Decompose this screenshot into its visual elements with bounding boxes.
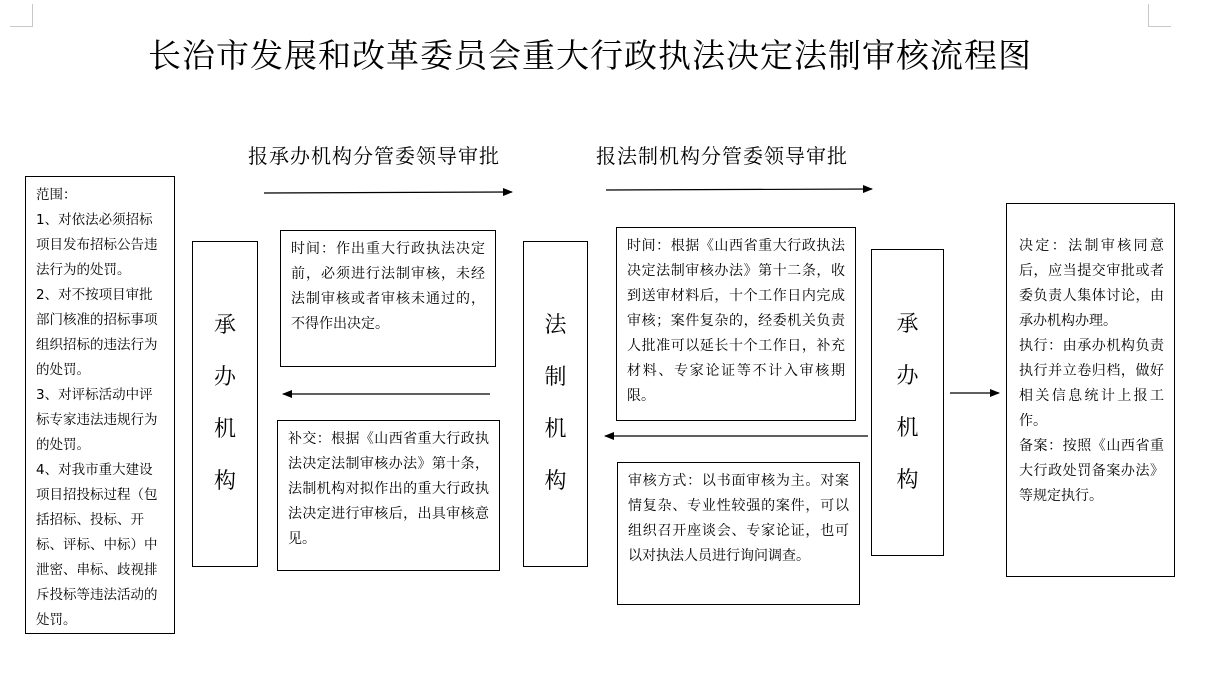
chengban-jigou-right — [871, 249, 944, 556]
arrow-to-chengban-approval — [264, 192, 512, 193]
char: 机 — [544, 417, 567, 442]
scope-item-2: 2、对不按项目审批部门核准的招标事项组织招标的违法行为的处罚。 — [36, 287, 158, 378]
execute-text: 执行：由承办机构负责执行并立卷归档，做好相关信息统计上报工作。 — [1019, 338, 1164, 429]
arrow-to-fazhi-approval — [606, 189, 872, 190]
label-chengban-approval: 报承办机构分管委领导审批 — [248, 144, 500, 168]
time-requirement-box: 时间：作出重大行政执法决定前，必须进行法制审核，未经法制审核或者审核未通过的，不得作出决定。 — [280, 230, 496, 367]
scope-item-3: 3、对评标活动中评标专家违法违规行为的处罚。 — [36, 387, 158, 453]
char: 承 — [896, 311, 919, 337]
scope-box — [25, 176, 175, 634]
scope-item-4: 4、对我市重大建设项目招投标过程（包括招标、投标、开标、评标、中标）中泄密、串标、歧视排斥投标等违法活动的处罚。 — [36, 462, 158, 628]
char: 办 — [896, 363, 919, 389]
char: 机 — [213, 417, 236, 442]
supplement-box: 补交：根据《山西省重大行政执法决定法制审核办法》第十条，法制机构对拟作出的重大行政执法决定进行审核后，出具审核意见。 — [277, 420, 500, 571]
decision-box — [1006, 203, 1175, 577]
char: 法 — [544, 313, 567, 338]
label-fazhi-approval: 报法制机构分管委领导审批 — [596, 144, 848, 168]
char: 构 — [544, 469, 567, 494]
chengban-jigou-left — [192, 241, 258, 567]
fazhi-jigou — [523, 241, 588, 567]
review-method-box: 审核方式：以书面审核为主。对案情复杂、专业性较强的案件，可以组织召开座谈会、专家论证，也可以对执法人员进行询问调查。 — [617, 462, 860, 605]
char: 机 — [896, 415, 919, 441]
record-text: 备案：按照《山西省重大行政处罚备案办法》等规定执行。 — [1019, 438, 1164, 504]
char: 承 — [213, 313, 236, 338]
page-title: 长治市发展和改革委员会重大行政执法决定法制审核流程图 — [148, 36, 1032, 75]
review-time-box: 时间：根据《山西省重大行政执法决定法制审核办法》第十二条，收到送审材料后，十个工作日内完成审核；案件复杂的，经委机关负责人批准可以延长十个工作日，补充材料、专家论证等不计入审核期限。 — [616, 227, 856, 421]
char: 构 — [213, 469, 236, 494]
char: 制 — [544, 365, 567, 390]
decision-text: 决定：法制审核同意后，应当提交审批或者委负责人集体讨论，由承办机构办理。 — [1019, 238, 1164, 329]
scope-heading: 范围： — [36, 187, 77, 203]
char: 构 — [896, 467, 919, 493]
scope-item-1: 1、对依法必须招标项目发布招标公告违法行为的处罚。 — [36, 212, 158, 278]
char: 办 — [213, 365, 236, 390]
